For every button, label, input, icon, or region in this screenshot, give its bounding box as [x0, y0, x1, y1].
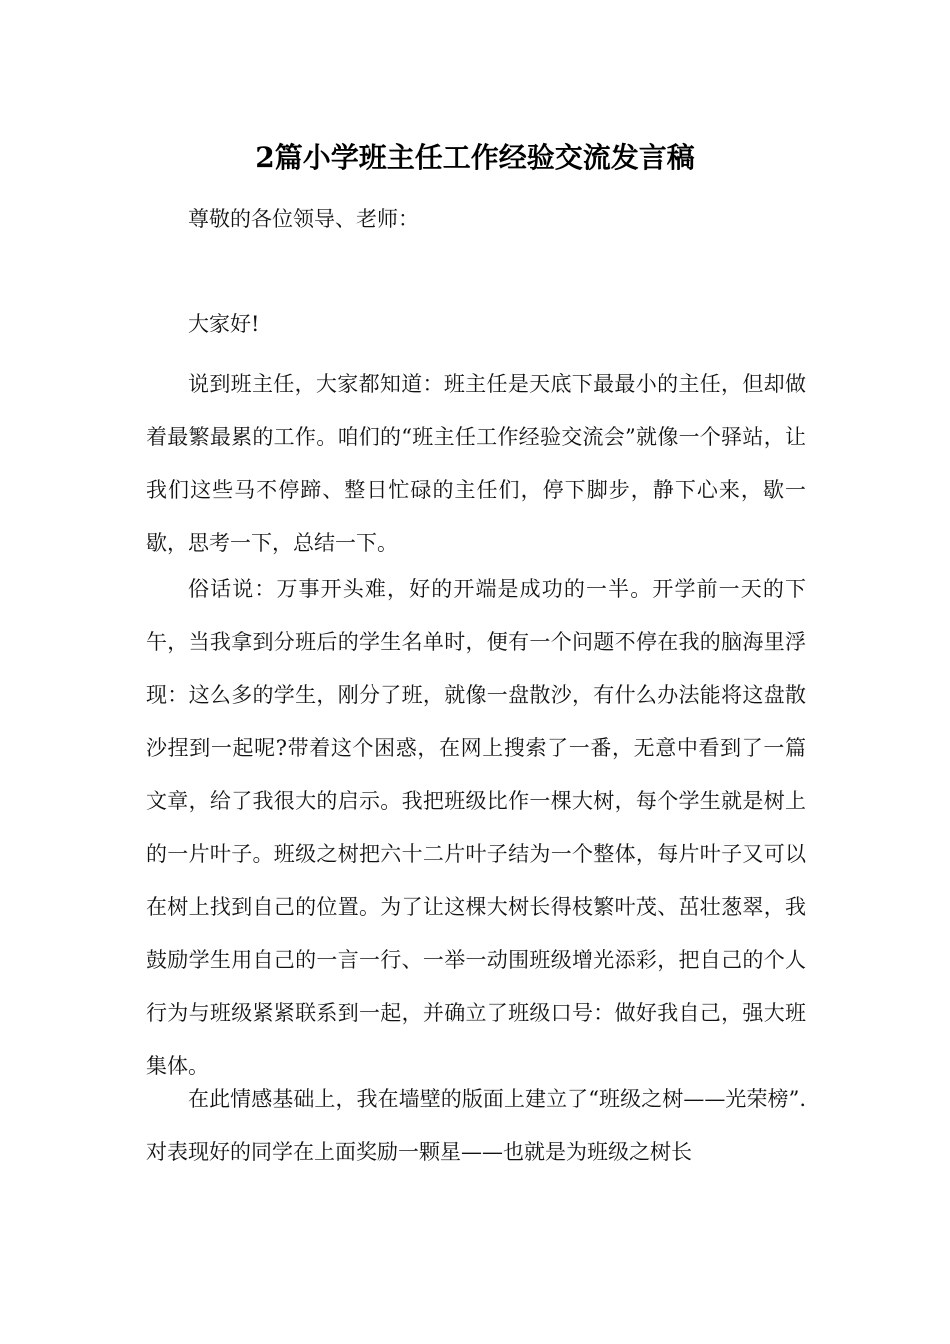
greeting-paragraph: 大家好! [188, 312, 260, 336]
salutation-paragraph: 尊敬的各位领导、老师： [188, 207, 419, 231]
document-title: 2篇小学班主任工作经验交流发言稿 [255, 141, 695, 174]
body-paragraph: 说到班主任，大家都知道：班主任是天底下最最小的主任，但却做着最繁最累的工作。咱们的“班主任工作经验交流会”就像一个驿站，让我们这些马不停蹄、整日忙碌的主任们，停下脚步，静下心来，歇一歇，思考一下，总结一下。 [146, 372, 806, 555]
body-paragraph: 俗话说：万事开头难，好的开端是成功的一半。开学前一天的下午，当我拿到分班后的学生名单时，便有一个问题不停在我的脑海里浮现：这么多的学生，刚分了班，就像一盘散沙，有什么办法能将这盘散沙捏到一起呢?带着这个困惑，在网上搜索了一番，无意中看到了一篇文章，给了我很大的启示。我把班级比作一棵大树，每个学生就是树上的一片叶子。班级之树把六十二片叶子结为一个整体，每片叶子又可以在树上找到自己的位置。为了让这棵大树长得枝繁叶茂、茁壮葱翠，我鼓励学生用自己的一言一行、一举一动围班级增光添彩，把自己的个人行为与班级紧紧联系到一起，并确立了班级口号：做好我自己，强大班集体。 [146, 577, 806, 1078]
body-paragraph: 在此情感基础上，我在墙壁的版面上建立了“班级之树——光荣榜”.对表现好的同学在上面奖励一颗星——也就是为班级之树长 [146, 1087, 806, 1164]
